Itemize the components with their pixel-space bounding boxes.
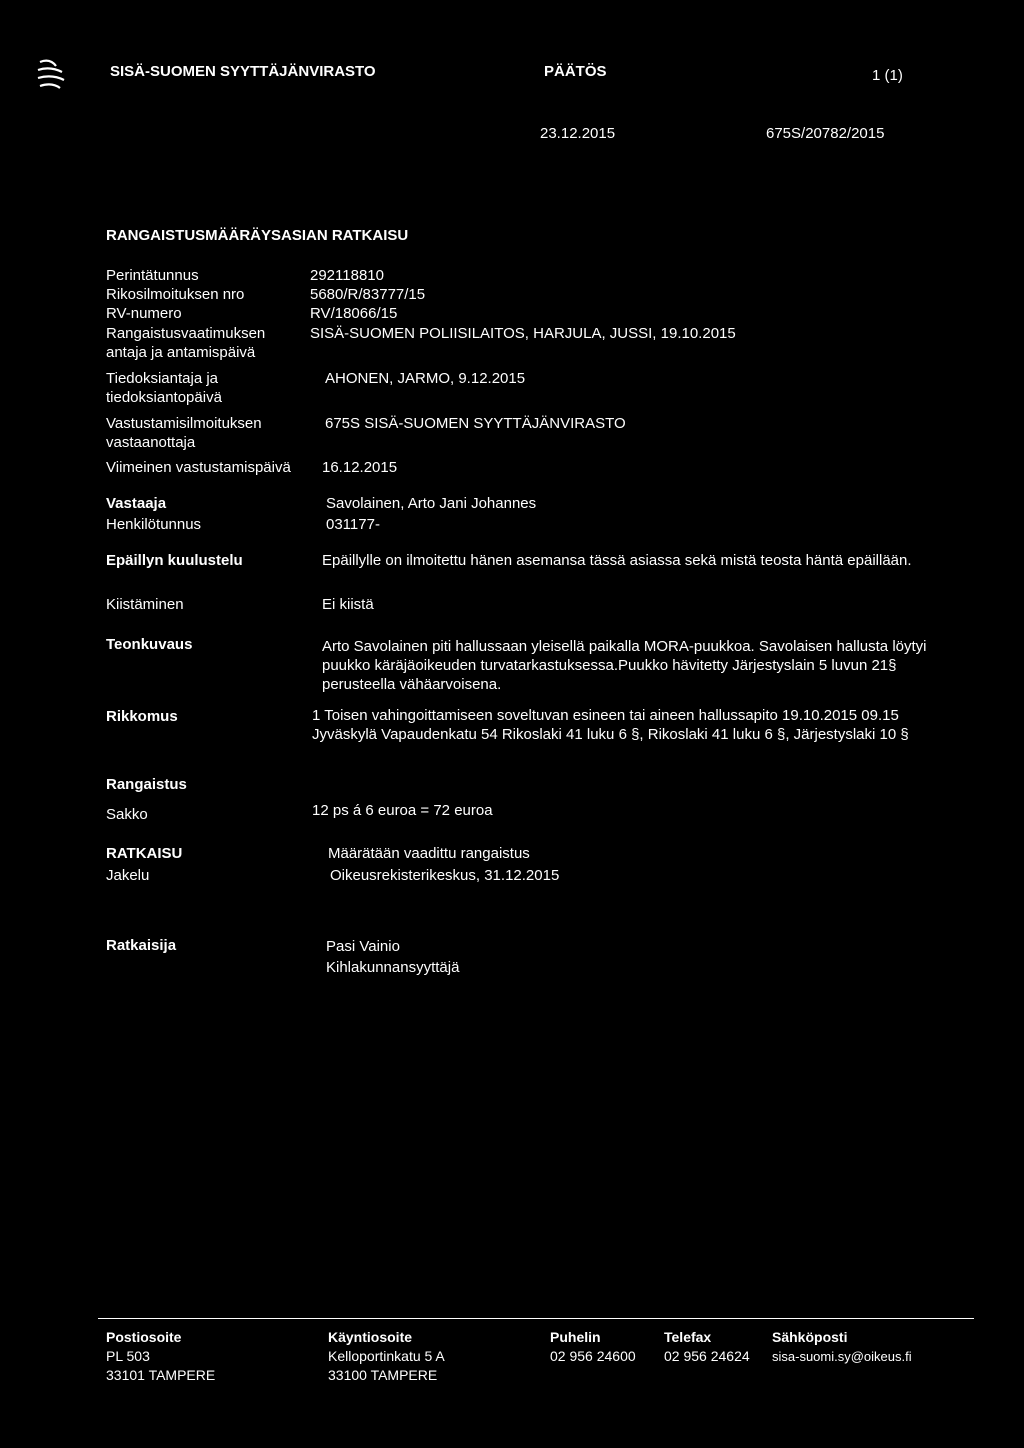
kuulustelu-label: Epäillyn kuulustelu (106, 552, 243, 569)
document-reference: 675S/20782/2015 (766, 125, 885, 142)
footer-divider (98, 1318, 974, 1319)
sahkoposti-label: Sähköposti (772, 1329, 848, 1345)
document-date: 23.12.2015 (540, 125, 616, 142)
teonkuvaus-text: Arto Savolainen piti hallussaan yleisellä paikalla MORA-puukkoa. Savolaisen hallusta löytyi puukko käräjäoikeuden turvatarkastuksessa.Puukko hävitetty Järjestyslain 5 luvun 21§ perusteella vähäarvoisena. (322, 638, 927, 693)
rikkomus-label: Rikkomus (106, 708, 178, 725)
rv-number-value: RV/18066/15 (310, 305, 398, 322)
tiedoksiantaja-label: Tiedoksiantaja ja (106, 370, 219, 387)
kayntiosoite-line-1: Kelloportinkatu 5 A (328, 1348, 445, 1364)
agency-name: SISÄ-SUOMEN SYYTTÄJÄNVIRASTO (110, 63, 376, 80)
tiedoksiantaja-value: AHONEN, JARMO, 9.12.2015 (325, 370, 526, 387)
viimeinen-value: 16.12.2015 (322, 459, 398, 476)
jakelu-value: Oikeusrekisterikeskus, 31.12.2015 (330, 867, 560, 884)
signer-title: Kihlakunnansyyttäjä (326, 959, 460, 976)
document-type: PÄÄTÖS (544, 63, 607, 80)
postiosoite-label: Postiosoite (106, 1329, 182, 1345)
ratkaisu-value: Määrätään vaadittu rangaistus (328, 845, 530, 862)
kayntiosoite-label: Käyntiosoite (328, 1329, 413, 1345)
jakelu-label: Jakelu (106, 867, 150, 884)
rikkomus-text: 1 Toisen vahingoittamiseen soveltuvan esineen tai aineen hallussapito 19.10.2015 09.15 Jyväskylä Vapaudenkatu 54 Rikoslaki 41 luku 6 §, Rikoslaki 41 luku 6 §, Järjestyslaki 10 § (312, 707, 909, 743)
agency-logo-icon (36, 56, 80, 96)
rangaistus-label: Rangaistus (106, 776, 187, 793)
vastaaja-label: Vastaaja (106, 495, 167, 512)
ratkaisija-label: Ratkaisija (106, 937, 177, 954)
vastaaja-value: Savolainen, Arto Jani Johannes (326, 495, 537, 512)
kiistaminen-label: Kiistäminen (106, 596, 184, 613)
sahkoposti-value[interactable]: sisa-suomi.sy@oikeus.fi (772, 1349, 912, 1364)
rv-number-label: RV-numero (106, 305, 182, 322)
puhelin-label: Puhelin (550, 1329, 601, 1345)
puhelin-value: 02 956 24600 (550, 1348, 636, 1364)
page-number: 1 (1) (872, 67, 903, 84)
signer-name: Pasi Vainio (326, 938, 400, 955)
rikosilmoitus-value: 5680/R/83777/15 (310, 286, 426, 303)
rangaistusvaatimus-label: Rangaistusvaatimuksen (106, 325, 266, 342)
viimeinen-label: Viimeinen vastustamispäivä (106, 459, 291, 476)
henkilotunnus-label: Henkilötunnus (106, 516, 202, 533)
telefax-value: 02 956 24624 (664, 1348, 750, 1364)
perintatunnus-value: 292118810 (310, 267, 384, 284)
rangaistusvaatimus-label-2: antaja ja antamispäivä (106, 344, 256, 361)
perintatunnus-label: Perintätunnus (106, 267, 199, 284)
sakko-label: Sakko (106, 806, 148, 823)
rangaistusvaatimus-value: SISÄ-SUOMEN POLIISILAITOS, HARJULA, JUSSI, 19.10.2015 (310, 325, 736, 342)
vastustamis-value: 675S SISÄ-SUOMEN SYYTTÄJÄNVIRASTO (325, 415, 626, 432)
teonkuvaus-label: Teonkuvaus (106, 636, 193, 653)
vastustamis-label-2: vastaanottaja (106, 434, 196, 451)
page-title: RANGAISTUSMÄÄRÄYSASIAN RATKAISU (106, 227, 409, 244)
vastustamis-label: Vastustamisilmoituksen (106, 415, 262, 432)
postiosoite-line-1: PL 503 (106, 1348, 150, 1364)
telefax-label: Telefax (664, 1329, 712, 1345)
postiosoite-line-2: 33101 TAMPERE (106, 1367, 216, 1383)
kayntiosoite-line-2: 33100 TAMPERE (328, 1367, 438, 1383)
kuulustelu-text: Epäillylle on ilmoitettu hänen asemansa tässä asiassa sekä mistä teosta häntä epäillään. (322, 552, 912, 569)
henkilotunnus-value: 031177- (326, 516, 380, 533)
ratkaisu-label: RATKAISU (106, 845, 183, 862)
rikosilmoitus-label: Rikosilmoituksen nro (106, 286, 245, 303)
tiedoksiantaja-label-2: tiedoksiantopäivä (106, 389, 222, 406)
kiistaminen-value: Ei kiistä (322, 596, 374, 613)
sakko-value: 12 ps á 6 euroa = 72 euroa (312, 802, 493, 819)
